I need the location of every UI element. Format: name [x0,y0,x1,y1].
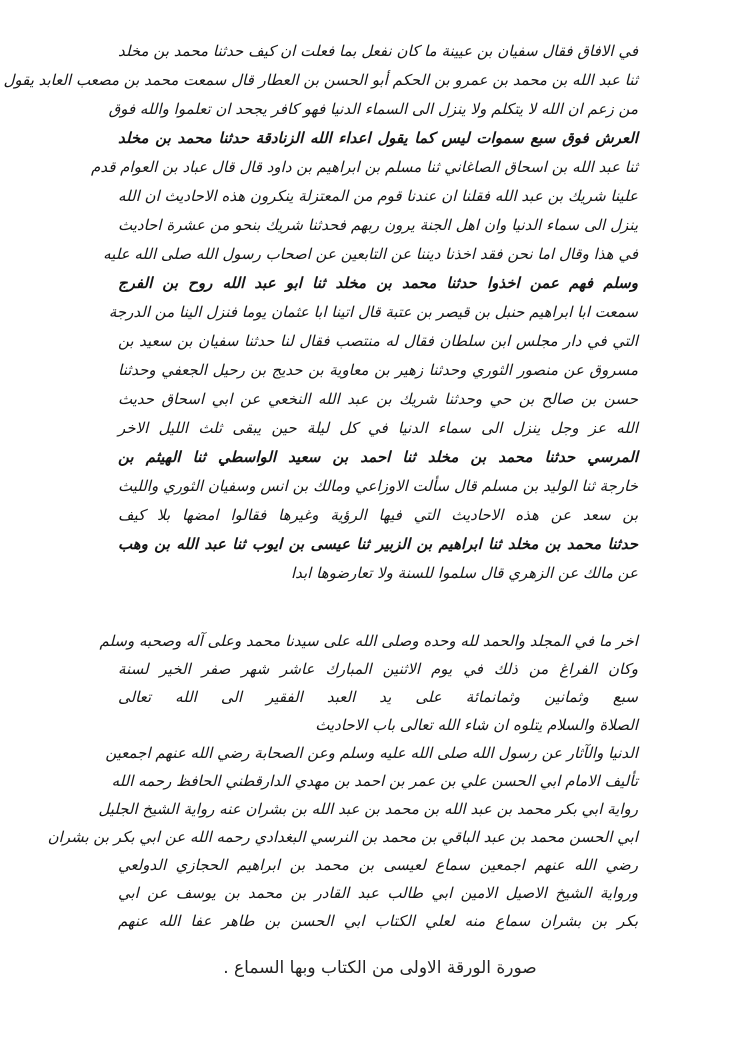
manuscript-line: حسن بن صالح بن حي وحدثنا شريك بن عبد الله النخعي عن ابي اسحاق حديث [118,390,638,408]
manuscript-line: ينزل الى سماء الدنيا وان اهل الجنة يرون ربهم فحدثنا شريك بنحو من عشرة احاديث [118,216,638,234]
manuscript-line: خارجة ثنا الوليد بن مسلم قال سألت الاوزاعي ومالك بن انس وسفيان الثوري والليث [118,477,638,495]
manuscript-line: الله عز وجل ينزل الى سماء الدنيا في كل ليلة حين يبقى ثلث الليل الاخر [118,419,638,437]
manuscript-line: ابي الحسن محمد بن عبد الباقي بن محمد بن النرسي البغدادي رحمه الله عن ابي بكر بن بشران [47,828,638,846]
manuscript-text-bottom [47,628,638,930]
manuscript-line: وكان الفراغ من ذلك في يوم الاثنين المبارك عاشر شهر صفر الخير لسنة [118,660,638,678]
manuscript-line: رضي الله عنهم اجمعين سماع لعيسى بن محمد بن ابراهيم الحجازي الدولعي [118,856,638,874]
manuscript-line: العرش فوق سبع سموات ليس كما يقول اعداء الله الزنادقة حدثنا محمد بن مخلد [118,129,638,147]
manuscript-line: ثنا عبد الله بن محمد بن عمرو بن الحكم أبو الحسن بن العطار قال سمعت محمد بن مصعب العابد يقول [3,71,638,89]
manuscript-line: ثنا عبد الله بن اسحاق الصاغاني ثنا مسلم بن ابراهيم بن داود قال قال عباد بن العوام قدم [91,158,638,176]
manuscript-line: حدثنا محمد بن مخلد ثنا ابراهيم بن الزبير ثنا عيسى بن ايوب ثنا عبد الله بن وهب [118,535,638,553]
manuscript-line: ورواية الشيخ الاصيل الامين ابي طالب عبد القادر بن محمد بن يوسف عن ابي [118,884,638,902]
manuscript-line: سمعت ابا ابراهيم حنبل بن قيصر بن عتبة قال اتينا ابا عثمان يوما فنزل الينا من الدرجة [108,303,638,321]
manuscript-text-top [3,38,638,598]
manuscript-line: من زعم ان الله لا يتكلم ولا ينزل الى السماء الدنيا فهو كافر يجحد ان تعلموا والله فوق [108,100,638,118]
manuscript-line: في هذا وقال اما نحن فقد اخذنا ديننا عن التابعين عن اصحاب رسول الله صلى الله عليه [103,245,638,263]
manuscript-line: سبع وثمانين وثمانمائة على يد العبد الفقير الى الله تعالى [118,688,638,706]
manuscript-line: رواية ابي بكر محمد بن عبد الله بن محمد بن عبد الله بن بشران عنه رواية الشيخ الجليل [98,800,638,818]
manuscript-line: في الافاق فقال سفيان بن عيينة ما كان نفعل بما فعلت ان كيف حدثنا محمد بن مخلد [118,42,638,60]
manuscript-line: علينا شريك بن عبد الله فقلنا ان عندنا قوم من المعتزلة ينكرون هذه الاحاديث ان الله [118,187,638,205]
manuscript-line: بكر بن بشران سماع منه لعلي الكتاب ابي الحسن بن طاهر عفا الله عنهم [118,912,638,930]
manuscript-line: التي في دار مجلس ابن سلطان فقال له منتصب فقال لنا حدثنا سفيان بن سعيد بن [118,332,638,350]
image-caption: صورة الورقة الاولى من الكتاب وبها السماع . [223,958,537,978]
manuscript-line: المرسي حدثنا محمد بن مخلد ثنا احمد بن سعيد الواسطي ثنا الهيثم بن [118,448,638,466]
manuscript-line: الدنيا والآثار عن رسول الله صلى الله عليه وسلم وعن الصحابة رضي الله عنهم اجمعين [105,744,638,762]
manuscript-line: وسلم فهم عمن اخذوا حدثنا محمد بن مخلد ثنا ابو عبد الله روح بن الفرج [118,274,638,292]
manuscript-line: عن مالك عن الزهري قال سلموا للسنة ولا تعارضوها ابدا [290,564,638,582]
manuscript-line: الصلاة والسلام يتلوه ان شاء الله تعالى باب الاحاديث [315,716,638,734]
manuscript-line: تأليف الامام ابي الحسن علي بن عمر بن احمد بن مهدي الدارقطني الحافظ رحمه الله [111,772,638,790]
manuscript-line: اخر ما في المجلد والحمد لله وحده وصلى الله على سيدنا محمد وعلى آله وصحبه وسلم [99,632,638,650]
manuscript-line: بن سعد عن هذه الاحاديث التي فيها الرؤية وغيرها فقالوا امضها بلا كيف [118,506,638,524]
manuscript-line: مسروق عن منصور الثوري وحدثنا زهير بن معاوية بن حديج بن رحيل الجعفي وحدثنا [118,361,638,379]
